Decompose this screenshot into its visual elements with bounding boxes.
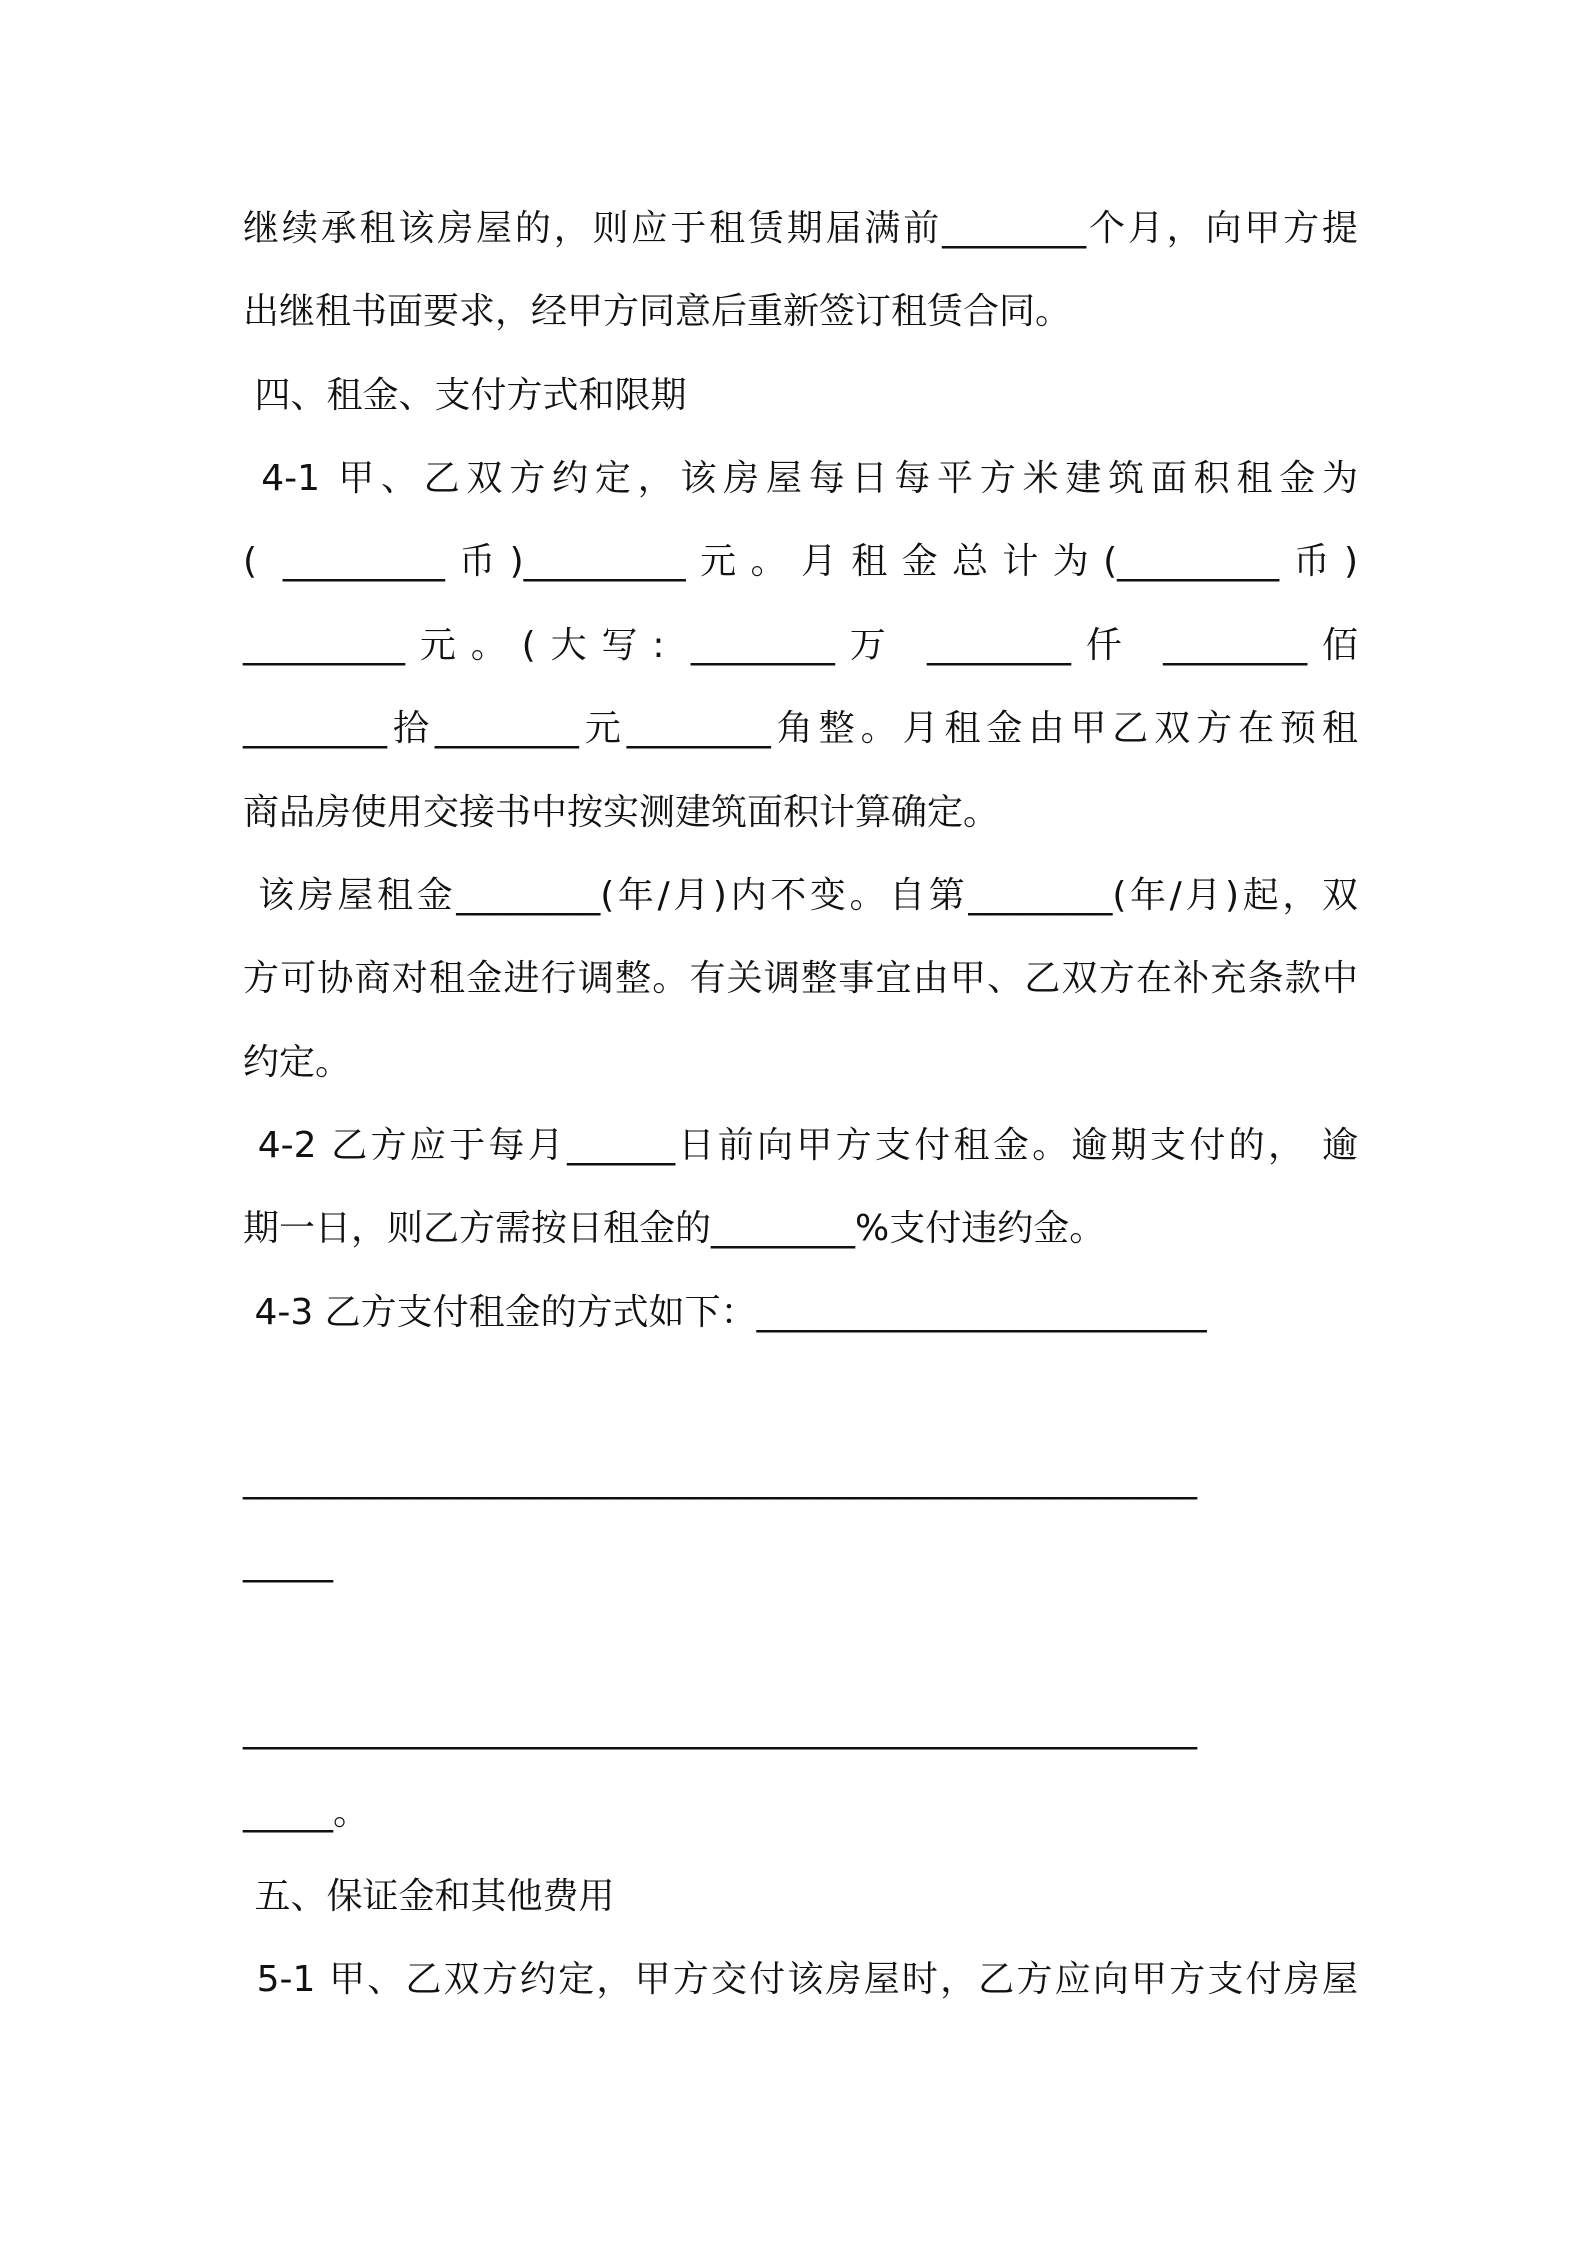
blank-fill-line: _____________________________________________________	[243, 1459, 1197, 1500]
text-line: 4-3 乙方支付租金的方式如下：_________________________	[243, 1292, 1207, 1333]
blank-fill-line: _____。	[243, 1792, 370, 1833]
text-line: 4-2 乙方应于每月______日前向甲方支付租金。逾期支付的， 逾	[243, 1125, 1358, 1166]
text-line: 4-1 甲、乙双方约定，该房屋每日每平方米建筑面积租金为	[243, 458, 1358, 499]
blank-fill-line: _____________________________________________________	[243, 1709, 1197, 1750]
text-line: 继续承租该房屋的，则应于租赁期届满前________个月，向甲方提	[243, 208, 1358, 249]
section-heading-4: 四、租金、支付方式和限期	[243, 375, 687, 416]
text-line: 出继租书面要求，经甲方同意后重新签订租赁合同。	[243, 291, 1072, 332]
text-line: 约定。	[243, 1042, 352, 1083]
text-line: 期一日，则乙方需按日租金的________%支付违约金。	[243, 1208, 1106, 1249]
text-line: ( _________币)_________元。月租金总计为(_________币)	[243, 541, 1358, 582]
text-line: 5-1 甲、乙双方约定，甲方交付该房屋时，乙方应向甲方支付房屋	[243, 1959, 1358, 2000]
text-line: 该房屋租金________(年/月)内不变。自第________(年/月)起，双	[243, 875, 1358, 916]
section-heading-5: 五、保证金和其他费用	[243, 1876, 615, 1917]
text-line: ________拾________元________角整。月租金由甲乙双方在预租	[243, 708, 1358, 749]
text-line: 商品房使用交接书中按实测建筑面积计算确定。	[243, 792, 1000, 833]
text-line: 方可协商对租金进行调整。有关调整事宜由甲、乙双方在补充条款中	[243, 958, 1358, 999]
blank-fill-line: _____	[243, 1542, 333, 1583]
text-line: _________元。(大写: ________万 ________仟 ________佰	[243, 625, 1358, 666]
